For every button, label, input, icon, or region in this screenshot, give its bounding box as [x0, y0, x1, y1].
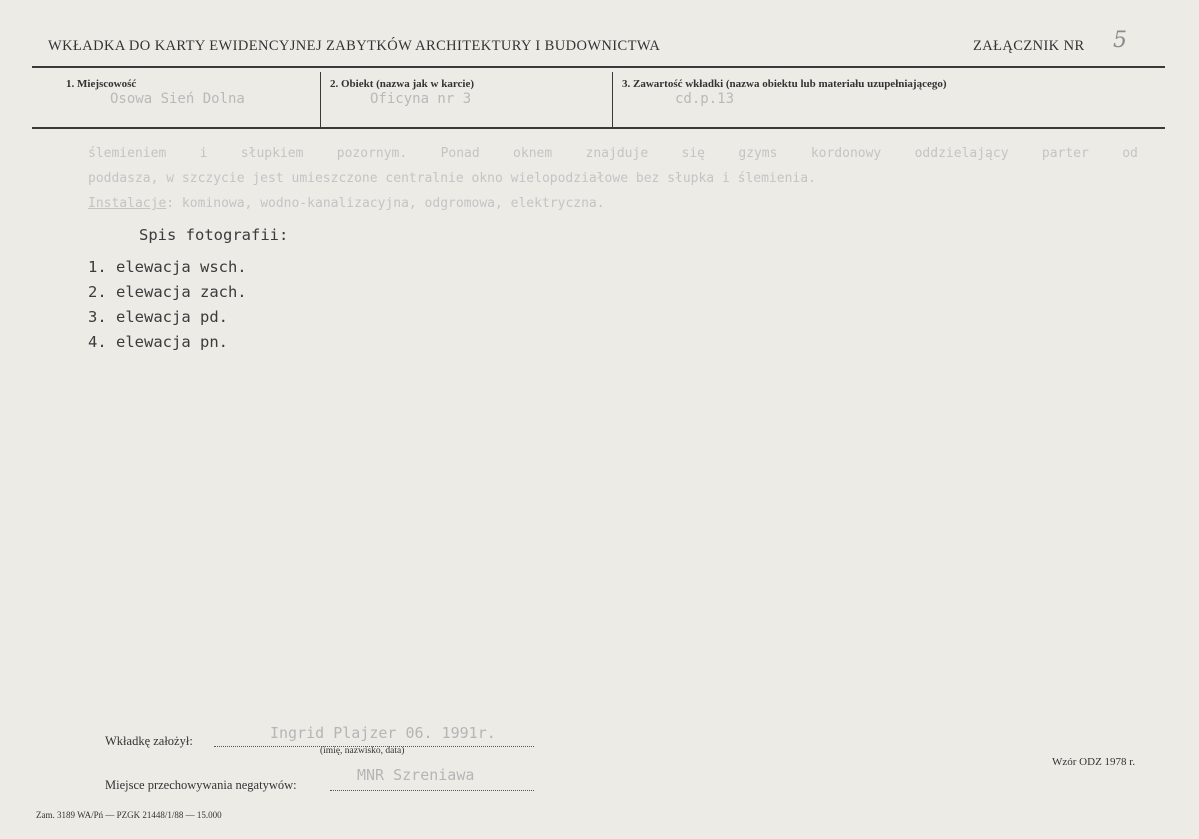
body-word: oddzielający — [914, 146, 1009, 161]
body-word: Ponad — [440, 146, 480, 161]
body-word: od — [1122, 146, 1138, 161]
object-value: Oficyna nr 3 — [370, 91, 472, 107]
created-by-value: Ingrid Plajzer 06. 1991r. — [270, 724, 496, 742]
created-by-label: Wkładkę założył: — [105, 734, 193, 748]
photo-list-item: 3. elewacja pd. — [88, 308, 228, 326]
photo-list-item: 4. elewacja pn. — [88, 333, 228, 351]
negatives-label: Miejsce przechowywania negatywów: — [105, 778, 297, 792]
annex-number: 5 — [1113, 28, 1127, 53]
body-line-3 — [88, 191, 605, 216]
annex-label: ZAŁĄCZNIK NR — [973, 38, 1085, 54]
negatives-value: MNR Szreniawa — [357, 766, 475, 784]
installations-text: : kominowa, wodno-kanalizacyjna, odgromowa, elektryczna. — [166, 196, 605, 211]
body-word: gzyms — [738, 146, 778, 161]
body-word: pozornym. — [336, 146, 408, 161]
negatives-line — [330, 790, 534, 791]
header-bottom-rule — [32, 127, 1165, 129]
form-title: WKŁADKA DO KARTY EWIDENCYJNEJ ZABYTKÓW ARCHITEKTURY I BUDOWNICTWA — [48, 38, 661, 54]
header-top-rule — [32, 66, 1165, 68]
print-note: Zam. 3189 WA/Pń — PZGK 21448/1/88 — 15.000 — [36, 810, 222, 820]
form-model-note: Wzór ODZ 1978 r. — [1052, 756, 1136, 768]
body-word: parter — [1041, 146, 1089, 161]
body-line-1 — [88, 141, 1138, 166]
object-label: 2. Obiekt (nazwa jak w karcie) — [330, 78, 475, 90]
field-divider — [320, 72, 321, 128]
photo-list-item: 2. elewacja zach. — [88, 283, 247, 301]
created-by-caption: (imię, nazwisko, data) — [320, 746, 405, 756]
photo-list-item: 1. elewacja wsch. — [88, 258, 247, 276]
insert-contents-label: 3. Zawartość wkładki (nazwa obiektu lub materiału uzupełniającego) — [622, 78, 947, 90]
installations-heading: Instalacje — [88, 196, 167, 211]
body-word: ślemieniem — [88, 146, 167, 161]
body-word: oknem — [513, 146, 553, 161]
body-word: kordonowy — [810, 146, 882, 161]
body-line-2: poddasza, w szczycie jest umieszczone centralnie okno wielopodziałowe bez słupka i ślemienia. — [88, 171, 816, 186]
field-divider — [612, 72, 613, 128]
body-word: i — [199, 146, 208, 161]
body-word: się — [681, 146, 705, 161]
photo-list-heading: Spis fotografii: — [139, 226, 289, 244]
insert-contents-value: cd.p.13 — [675, 91, 735, 107]
locality-value: Osowa Sień Dolna — [110, 91, 245, 107]
locality-label: 1. Miejscowość — [66, 78, 137, 90]
body-word: słupkiem — [240, 146, 304, 161]
body-word: znajduje — [585, 146, 649, 161]
